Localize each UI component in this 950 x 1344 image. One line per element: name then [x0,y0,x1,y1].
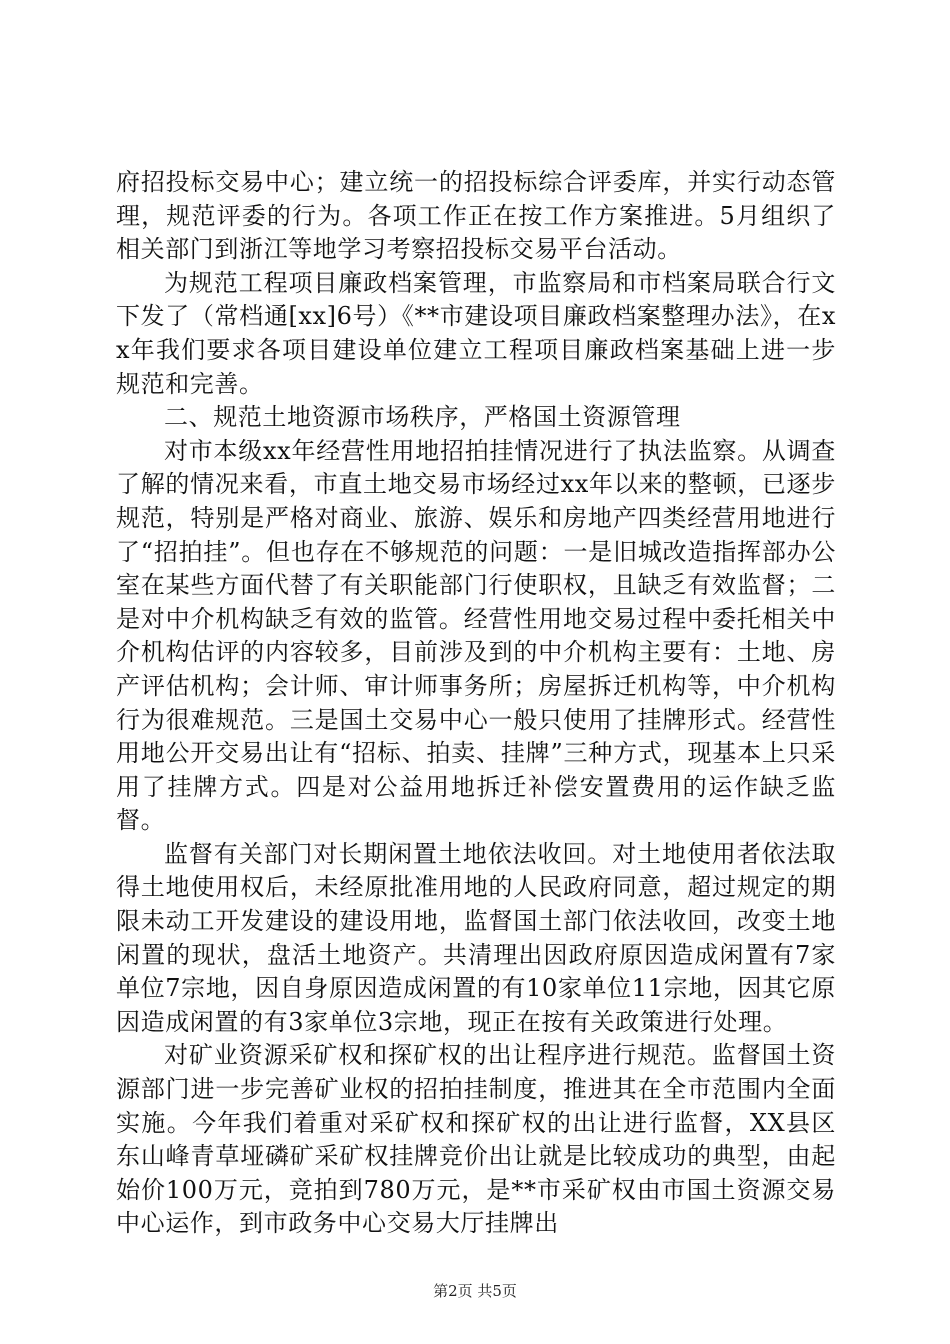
document-body [116,166,836,1241]
paragraph-5: 对矿业资源采矿权和探矿权的出让程序进行规范。监督国土资源部门进一步完善矿业权的招拍挂制度，推进其在全市范围内全面实施。今年我们着重对采矿权和探矿权的出让进行监督，XX县区东山峰青草垭磷矿采矿权挂牌竞价出让就是比较成功的典型，由起始价100万元，竞拍到780万元，是**市采矿权由市国土资源交易中心运作，到市政务中心交易大厅挂牌出 [116,1041,836,1238]
page-number: 第2页 共5页 [433,1282,517,1300]
section-heading: 二、规范土地资源市场秩序，严格国土资源管理 [164,403,681,432]
paragraph-3: 对市本级xx年经营性用地招拍挂情况进行了执法监察。从调查了解的情况来看，市直土地交易市场经过xx年以来的整顿，已逐步规范，特别是严格对商业、旅游、娱乐和房地产四类经营用地进行了“招拍挂”。但也存在不够规范的问题：一是旧城改造指挥部办公室在某些方面代替了有关职能部门行使职权，且缺乏有效监督；二是对中介机构缺乏有效的监管。经营性用地交易过程中委托相关中介机构估评的内容较多，目前涉及到的中介机构主要有：土地、房产评估机构；会计师、审计师事务所；房屋拆迁机构等，中介机构行为很难规范。三是国土交易中心一般只使用了挂牌形式。经营性用地公开交易出让有“招标、拍卖、挂牌”三种方式，现基本上只采用了挂牌方式。四是对公益用地拆迁补偿安置费用的运作缺乏监督。 [116,436,836,835]
paragraph-1: 府招投标交易中心；建立统一的招投标综合评委库，并实行动态管理，规范评委的行为。各项工作正在按工作方案推进。5月组织了相关部门到浙江等地学习考察招投标交易平台活动。 [116,168,836,264]
paragraph-4: 监督有关部门对长期闲置土地依法收回。对土地使用者依法取得土地使用权后，未经原批准用地的人民政府同意，超过规定的期限未动工开发建设的建设用地，监督国土部门依法收回，改变土地闲置的现状，盘活土地资产。共清理出因政府原因造成闲置有7家单位7宗地，因自身原因造成闲置的有10家单位11宗地，因其它原因造成闲置的有3家单位3宗地，现正在按有关政策进行处理。 [116,839,836,1036]
paragraph-2: 为规范工程项目廉政档案管理，市监察局和市档案局联合行文下发了（常档通[xx]6号）《**市建设项目廉政档案整理办法》，在xx年我们要求各项目建设单位建立工程项目廉政档案基础上进一步规范和完善。 [116,268,836,398]
